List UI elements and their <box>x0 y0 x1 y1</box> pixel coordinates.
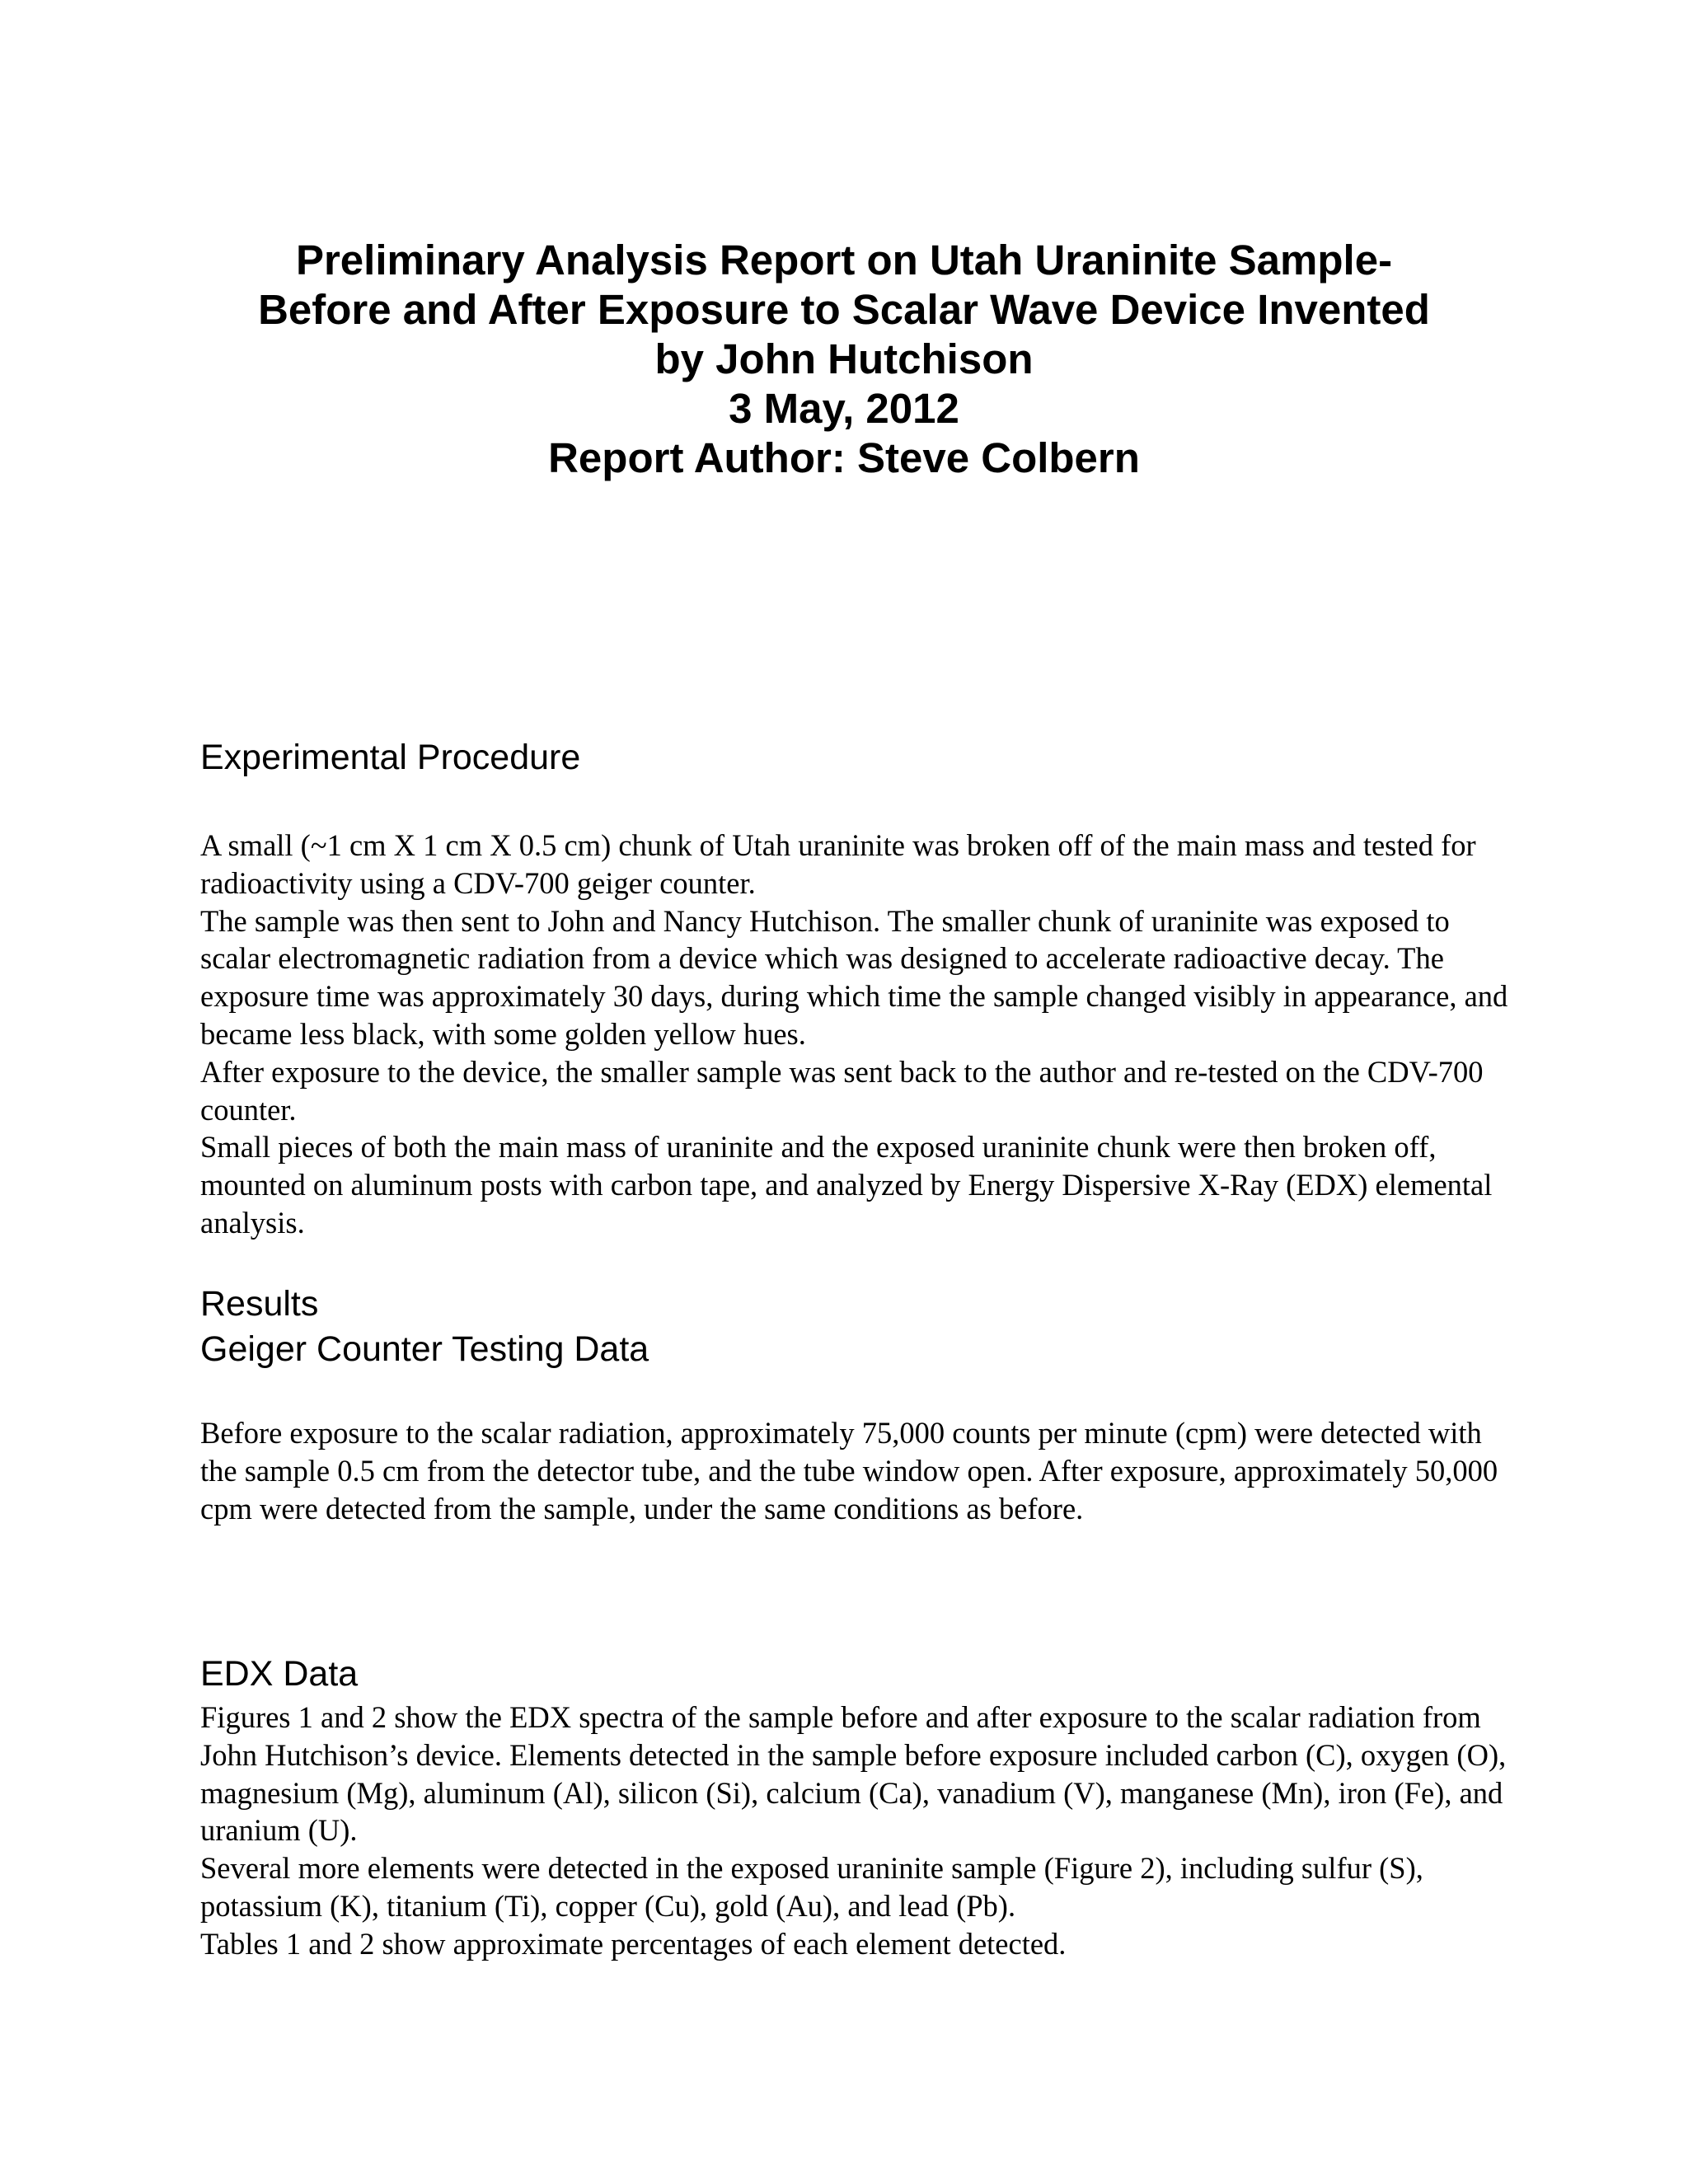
procedure-paragraph-4: Small pieces of both the main mass of uraninite and the exposed uraninite chunk were then broken off, mounted on aluminum posts with carbon tape, and analyzed by Energy Dispersive X-Ray (EDX) elemental analysis. <box>200 1130 1493 1240</box>
edx-paragraph-3: Tables 1 and 2 show approximate percentages of each element detected. <box>200 1926 1067 1961</box>
report-title-line-1: Preliminary Analysis Report on Utah Uraninite Sample- <box>295 237 1393 284</box>
geiger-counter-subheading: Geiger Counter Testing Data <box>200 1329 649 1369</box>
edx-data-heading: EDX Data <box>200 1654 359 1694</box>
geiger-counter-body <box>200 1414 1511 1527</box>
procedure-paragraph-3: After exposure to the device, the smaller sample was sent back to the author and re-tested on the CDV-700 counter. <box>200 1054 1484 1127</box>
edx-paragraph-1: Figures 1 and 2 show the EDX spectra of the sample before and after exposure to the scalar radiation from John Hutchison’s device. Elements detected in the sample before exposure included carbon (C), oxygen (O), magnesium (Mg), aluminum (Al), silicon (Si), calcium (Ca), vanadium (V), manganese (Mn), iron (Fe), and uranium (U). <box>200 1700 1507 1848</box>
edx-data-body <box>200 1699 1511 1963</box>
report-title-line-2: Before and After Exposure to Scalar Wave Device Invented <box>258 286 1430 333</box>
report-author: Report Author: Steve Colbern <box>548 434 1140 481</box>
report-title-line-3: by John Hutchison <box>654 335 1034 382</box>
procedure-paragraph-2: The sample was then sent to John and Nancy Hutchison. The smaller chunk of uraninite was exposed to scalar electromagnetic radiation from a device which was designed to accelerate radioactive decay. The exposure time was approximately 30 days, during which time the sample changed visibly in appearance, and became less black, with some golden yellow hues. <box>200 903 1508 1051</box>
experimental-procedure-heading: Experimental Procedure <box>200 738 581 777</box>
report-date: 3 May, 2012 <box>729 385 959 432</box>
report-title-block <box>0 236 1688 483</box>
results-heading: Results <box>200 1284 319 1324</box>
edx-paragraph-2: Several more elements were detected in the exposed uraninite sample (Figure 2), including sulfur (S), potassium (K), titanium (Ti), copper (Cu), gold (Au), and lead (Pb). <box>200 1851 1423 1923</box>
geiger-paragraph: Before exposure to the scalar radiation, approximately 75,000 counts per minute (cpm) were detected with the sample 0.5 cm from the detector tube, and the tube window open. After exposure, approximately 50,000 cpm were detected from the sample, under the same conditions as before. <box>200 1416 1498 1526</box>
experimental-procedure-body <box>200 827 1511 1242</box>
procedure-paragraph-1: A small (~1 cm X 1 cm X 0.5 cm) chunk of Utah uraninite was broken off of the main mass and tested for radioactivity using a CDV-700 geiger counter. <box>200 828 1476 900</box>
